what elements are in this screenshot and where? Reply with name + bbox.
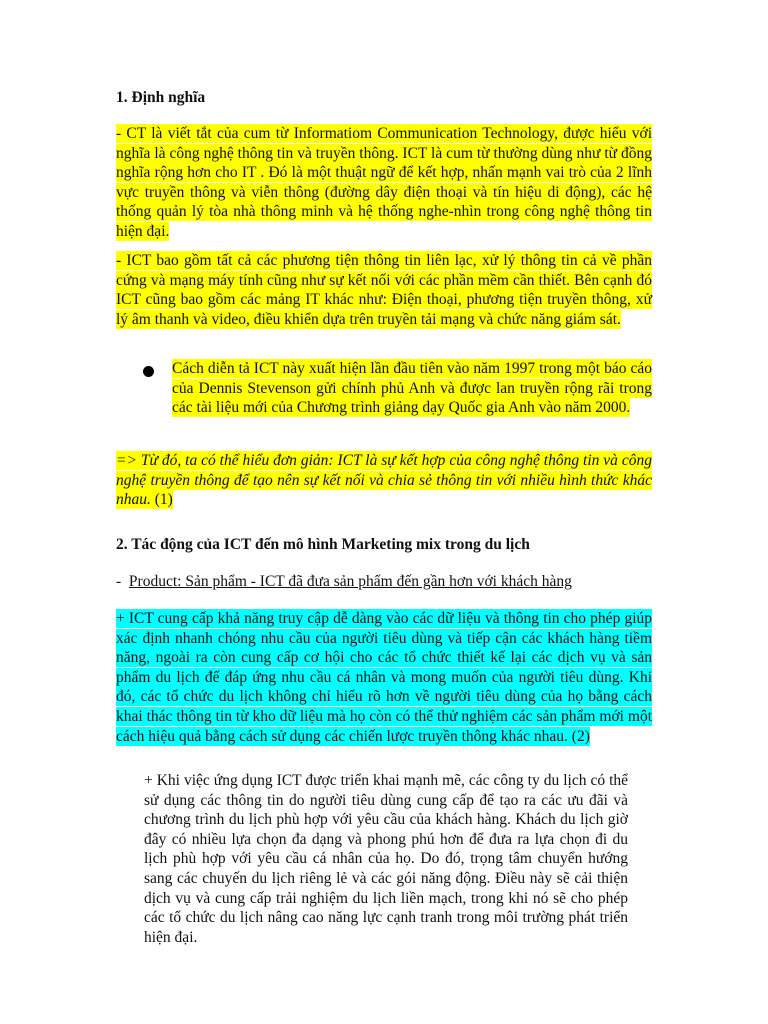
- subheading-dash: -: [116, 573, 129, 590]
- conclusion-italic-text: => Từ đó, ta có thể hiểu đơn giản: ICT là sự kết hợp của công nghệ thông tin và công nghệ truyền thông để tạo nên sự kết nối và chia sẻ thông tin với nhiều hình thức khác nhau.: [116, 452, 652, 509]
- product-paragraph-2: + Khi việc ứng dụng ICT được triển khai mạnh mẽ, các công ty du lịch có thể sử dụng các thông tin do người tiêu dùng cung cấp để tạo ra các ưu đãi và chương trình du lịch phù hợp với yêu cầu của khách hàng. Khách du lịch giờ đây có nhiều lựa chọn đa dạng và phong phú hơn để đưa ra lựa chọn đi du lịch phù hợp với yêu cầu cá nhân của họ. Do đó, trọng tâm chuyển hướng sang các chuyến du lịch riêng lẻ và các gói năng động. Điều này sẽ cải thiện dịch vụ và cung cấp trải nghiệm du lịch liền mạch, trong khi nó sẽ cho phép các tổ chức du lịch nâng cao năng lực cạnh tranh trong môi trường phát triển hiện đại.: [144, 772, 628, 946]
- bullet-paragraph: [172, 359, 652, 418]
- definition-paragraph-2: [116, 251, 652, 329]
- section-2-heading: 2. Tác động của ICT đến mô hình Marketing mix trong du lịch: [116, 536, 530, 553]
- highlighted-text: - CT là viết tắt của cum từ Informatiom Communication Technology, được hiểu với nghĩa là công nghệ thông tin và truyền thông. ICT là cum từ thường dùng như từ đồng nghĩa rộng hơn cho IT . Đó là một thuật ngữ để kết hợp, nhấn mạnh vai trò của 2 lĩnh vực truyền thông và viễn thông (đường dây điện thoại và tín hiệu di động), các hệ thống quản lý tòa nhà thông minh và hệ thống nghe-nhìn trong công nghệ thông tin hiện đại.: [116, 125, 652, 240]
- highlighted-text: Cách diễn tả ICT này xuất hiện lần đầu tiên vào năm 1997 trong một báo cáo của Dennis Stevenson gửi chính phủ Anh và được lan truyền rộng rãi trong các tài liệu mới của Chương trình giảng dạy Quốc gia Anh vào năm 2000.: [172, 360, 652, 417]
- conclusion-paragraph: [116, 451, 652, 510]
- product-paragraph-1: [116, 609, 652, 746]
- conclusion-reference: (1): [150, 491, 173, 509]
- bullet-dot-icon: [143, 366, 154, 377]
- highlighted-text: + ICT cung cấp khả năng truy cập dễ dàng vào các dữ liệu và thông tin cho phép giúp xác định nhanh chóng nhu cầu của người tiêu dùng và tiếp cận các khách hàng tiềm năng, ngoài ra còn cung cấp cơ hội cho các tổ chức thiết kế lại các dịch vụ và sản phẩm du lịch để đáp ứng nhu cầu cá nhân và mong muốn của người tiêu dùng. Khi đó, các tổ chức du lịch không chỉ hiểu rõ hơn về người tiêu dùng của họ bằng cách khai thác thông tin từ kho dữ liệu mà họ còn có thể thử nghiệm các sản phẩm mới một cách hiệu quả bằng cách sử dụng các chiến lược truyền thông khác nhau. (2): [116, 610, 652, 745]
- definition-paragraph-1: [116, 124, 652, 242]
- section-1-heading: 1. Định nghĩa: [116, 89, 206, 106]
- product-subheading: [116, 572, 652, 592]
- product-subheading-text: Product: Sản phẩm - ICT đã đưa sản phẩm đến gần hơn với khách hàng: [128, 573, 572, 590]
- highlighted-text: - ICT bao gồm tất cả các phương tiện thông tin liên lạc, xử lý thông tin cả về phần cứng và mạng máy tính cũng như sự kết nối với các phần mềm cần thiết. Bên cạnh đó ICT cũng bao gồm các mảng IT khác như: Điện thoại, phương tiện truyền thông, xử lý âm thanh và video, điều khiển dựa trên truyền tải mạng và chức năng giám sát.: [116, 252, 652, 328]
